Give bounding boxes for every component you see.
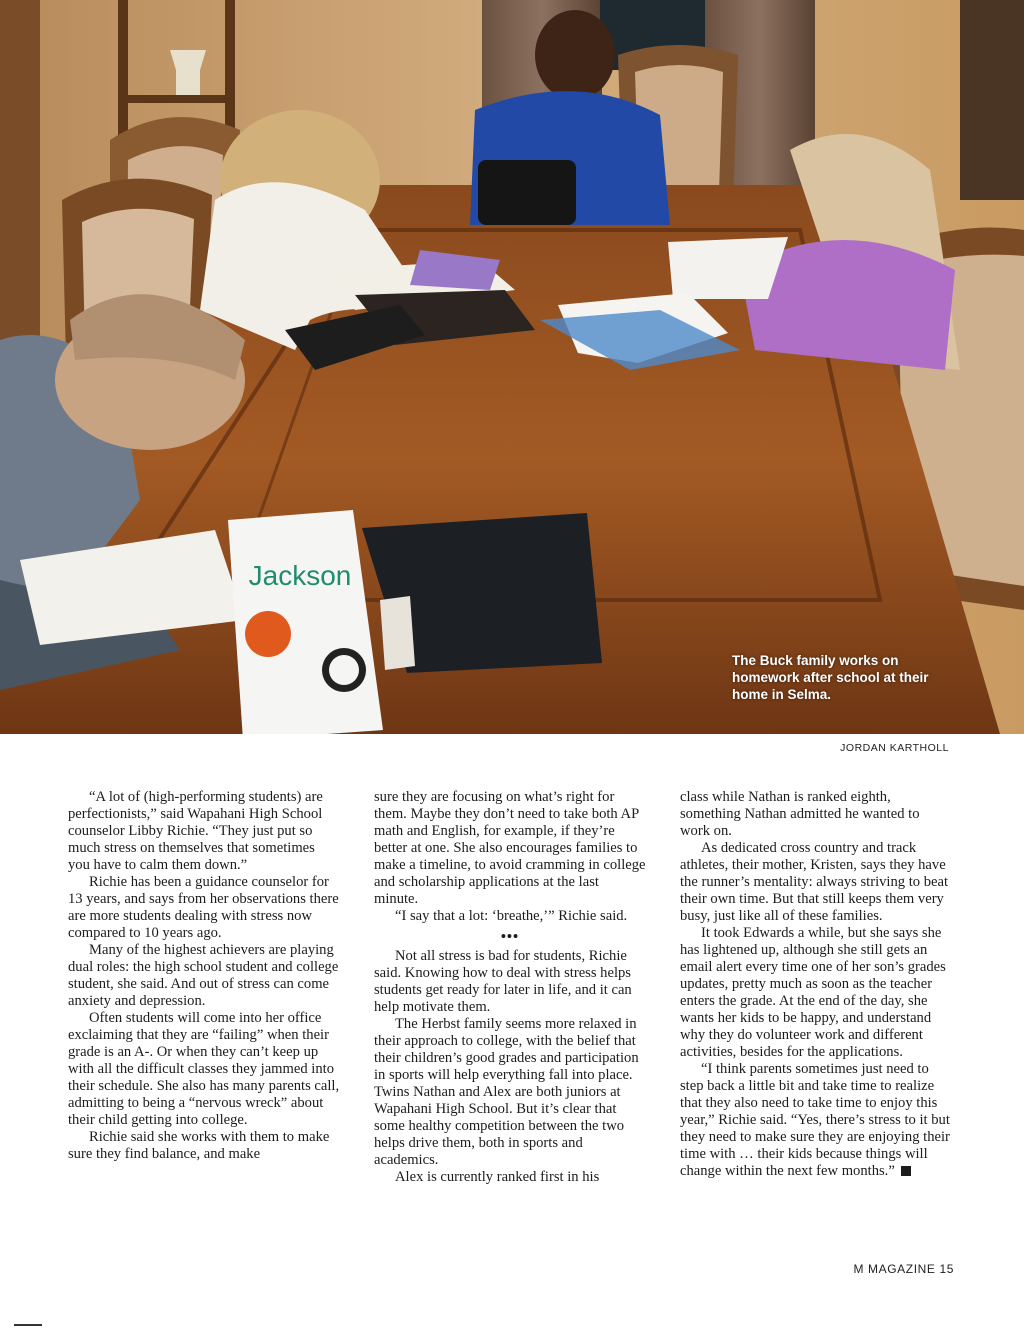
paragraph: It took Edwards a while, but she says she has lightened up, although she still gets an email alert every time one of her son’s grades updates, pretty much as soon as the teacher enters the grade. At the end of the day, she wants her kids to be happy, and understand why they do volunteer work and different activities, besides for the applications. bbox=[680, 925, 946, 1060]
corner-rule bbox=[14, 1324, 42, 1326]
paragraph-continued: sure they are focusing on what’s right for them. Maybe they don’t need to take both AP math and English, for example, if they’re better at one. She also encourages families to make a timeline, to avoid cramming in college and scholarship applications at the last minute. bbox=[374, 789, 646, 907]
paragraph: Often students will come into her office exclaiming that they are “failing” when their grade is an A-. Or when they can’t keep up with all the difficult classes they jammed into their schedule. She also has many parents call, admitting to being a “nervous wreck” about their child getting into college. bbox=[68, 1010, 340, 1128]
paragraph-final bbox=[680, 1061, 952, 1180]
bag-name: Jackson bbox=[248, 560, 352, 591]
final-paragraph-text: “I think parents sometimes just need to step back a little bit and take time to realize that they also need to take time to enjoy this year,” Richie said. “Yes, there’s stress to it but they need to make sure they are enjoying their time with … their kids because things will change within the next few months.” bbox=[680, 1061, 950, 1179]
photo-credit: JORDAN KARTHOLL bbox=[840, 742, 949, 754]
paragraph: As dedicated cross country and track athletes, their mother, Kristen, says they have the runner’s mentality: always striving to beat their own time. But that still keeps them very busy, just like all of these families. bbox=[680, 840, 949, 924]
paragraph: Richie has been a guidance counselor for 13 years, and says from her observations there are more students dealing with stress now compared to 10 years ago. bbox=[68, 874, 339, 941]
article-column-1 bbox=[68, 789, 340, 1163]
article-column-3 bbox=[680, 789, 952, 1180]
end-mark-icon bbox=[901, 1166, 911, 1176]
article-column-2 bbox=[374, 789, 646, 1186]
paragraph-continued: class while Nathan is ranked eighth, something Nathan admitted he wanted to work on. bbox=[680, 789, 920, 839]
paragraph: Many of the highest achievers are playing dual roles: the high school student and college student, she said. And out of stress can come anxiety and depression. bbox=[68, 942, 339, 1009]
paragraph: The Herbst family seems more relaxed in their approach to college, with the belief that their children’s good grades and participation in sports will help everything fall into place. Twins Nathan and Alex are both juniors at Wapahani High School. But it’s clear that some healthy competition between the two helps drive them, both in sports and academics. bbox=[374, 1016, 639, 1168]
paragraph: “A lot of (high-performing students) are perfectionists,” said Wapahani High School counselor Libby Richie. “They just put so much stress on themselves that sometimes you have to calm them down.” bbox=[68, 789, 323, 873]
section-divider: ••• bbox=[500, 929, 520, 945]
paragraph: “I say that a lot: ‘breathe,’” Richie said. bbox=[395, 908, 628, 924]
paragraph: Richie said she works with them to make sure they find balance, and make bbox=[68, 1129, 330, 1162]
paragraph: Alex is currently ranked first in his bbox=[395, 1169, 600, 1185]
photo-caption: The Buck family works on homework after school at their home in Selma. bbox=[732, 653, 929, 702]
paragraph: Not all stress is bad for students, Richie said. Knowing how to deal with stress helps students get ready for later in life, and it can help motivate them. bbox=[374, 948, 632, 1015]
page-folio: M MAGAZINE 15 bbox=[853, 1262, 954, 1276]
